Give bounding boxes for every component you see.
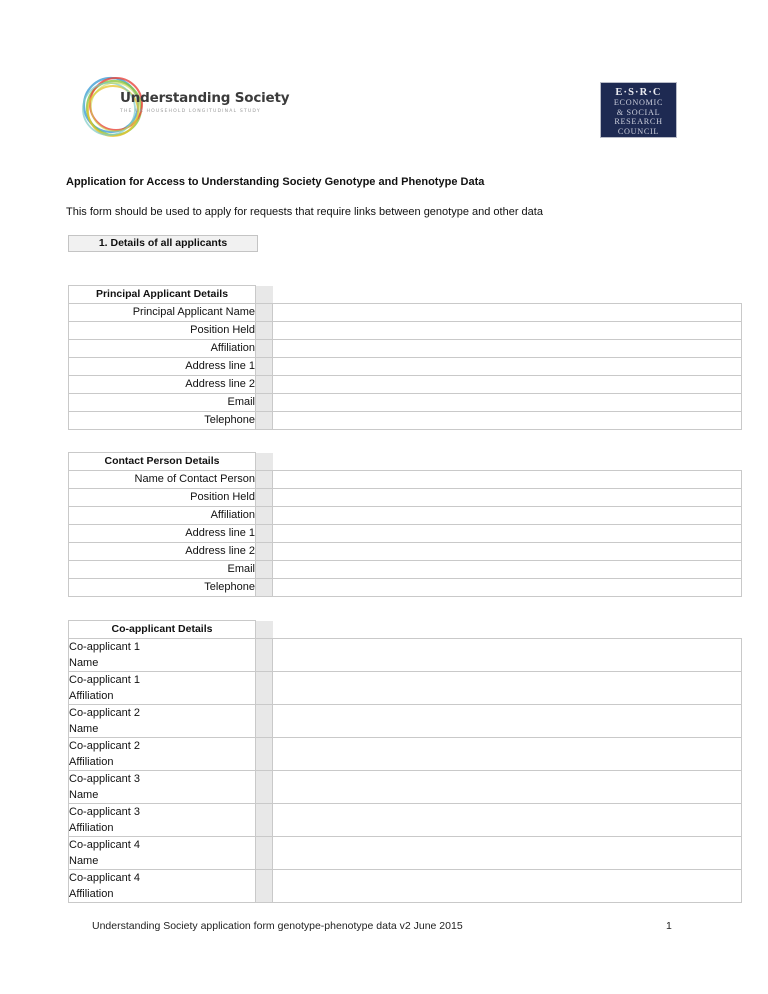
co-applicant-label-line2: Affiliation <box>69 888 114 900</box>
table-row <box>69 672 742 705</box>
header-blank-cell <box>273 453 742 471</box>
row-spacer-cell <box>256 304 273 322</box>
co-applicant-label-line1: Co-applicant 1 <box>69 641 140 653</box>
esrc-word-research: RESEARCH <box>614 117 663 126</box>
field-input-co-applicant-2-name[interactable] <box>273 705 742 738</box>
table-row <box>69 304 742 322</box>
field-label-address-line-1: Address line 1 <box>69 358 256 376</box>
page-title: Application for Access to Understanding Society Genotype and Phenotype Data <box>66 176 485 188</box>
table-row <box>69 525 742 543</box>
field-label-affiliation: Affiliation <box>69 340 256 358</box>
co-applicant-label-line2: Name <box>69 657 99 669</box>
co-applicant-table <box>68 620 742 903</box>
field-label-co-applicant-3-affiliation <box>69 804 256 837</box>
row-spacer-cell <box>256 672 273 705</box>
table-row <box>69 804 742 837</box>
table-row <box>69 394 742 412</box>
table-row <box>69 489 742 507</box>
field-input-address-line-1[interactable] <box>273 358 742 376</box>
field-input-contact-telephone[interactable] <box>273 579 742 597</box>
field-input-co-applicant-1-name[interactable] <box>273 639 742 672</box>
field-label-name-of-contact-person: Name of Contact Person <box>69 471 256 489</box>
field-input-position-held[interactable] <box>273 322 742 340</box>
header-spacer-cell <box>256 286 273 304</box>
table-row <box>69 738 742 771</box>
field-input-co-applicant-3-name[interactable] <box>273 771 742 804</box>
co-applicant-label-line2: Affiliation <box>69 822 114 834</box>
row-spacer-cell <box>256 543 273 561</box>
co-applicant-label-line2: Affiliation <box>69 690 114 702</box>
field-label-telephone: Telephone <box>69 412 256 430</box>
footer-document-reference: Understanding Society application form genotype-phenotype data v2 June 2015 <box>92 920 463 932</box>
esrc-word-social: & SOCIAL <box>616 107 661 117</box>
esrc-logo <box>600 82 677 138</box>
field-label-contact-address-line-1: Address line 1 <box>69 525 256 543</box>
esrc-word-economic: ECONOMIC <box>613 98 664 107</box>
field-label-co-applicant-1-affiliation <box>69 672 256 705</box>
field-input-co-applicant-2-affiliation[interactable] <box>273 738 742 771</box>
field-input-affiliation[interactable] <box>273 340 742 358</box>
understanding-society-title: Understanding Society <box>120 90 290 106</box>
field-input-name-of-contact-person[interactable] <box>273 471 742 489</box>
row-spacer-cell <box>256 322 273 340</box>
table-row <box>69 705 742 738</box>
field-label-co-applicant-2-affiliation <box>69 738 256 771</box>
page-intro-text: This form should be used to apply for requests that require links between genotype and other data <box>66 206 543 218</box>
row-spacer-cell <box>256 870 273 903</box>
principal-applicant-table-header: Principal Applicant Details <box>69 286 256 304</box>
field-label-co-applicant-2-name <box>69 705 256 738</box>
understanding-society-subtitle: THE UK HOUSEHOLD LONGITUDINAL STUDY <box>120 109 261 114</box>
table-header-row <box>69 621 742 639</box>
co-applicant-table-body <box>69 621 742 903</box>
header-blank-cell <box>273 621 742 639</box>
row-spacer-cell <box>256 771 273 804</box>
contact-person-table <box>68 452 742 597</box>
co-applicant-label-line1: Co-applicant 2 <box>69 707 140 719</box>
field-label-co-applicant-4-name <box>69 837 256 870</box>
field-input-contact-email[interactable] <box>273 561 742 579</box>
table-header-row <box>69 286 742 304</box>
co-applicant-table-header: Co-applicant Details <box>69 621 256 639</box>
co-applicant-label-line1: Co-applicant 3 <box>69 806 140 818</box>
row-spacer-cell <box>256 507 273 525</box>
understanding-society-logo <box>78 74 290 144</box>
row-spacer-cell <box>256 340 273 358</box>
co-applicant-label-line2: Name <box>69 723 99 735</box>
table-row <box>69 358 742 376</box>
field-label-co-applicant-4-affiliation <box>69 870 256 903</box>
table-row <box>69 837 742 870</box>
row-spacer-cell <box>256 738 273 771</box>
row-spacer-cell <box>256 525 273 543</box>
field-input-co-applicant-4-name[interactable] <box>273 837 742 870</box>
field-label-contact-telephone: Telephone <box>69 579 256 597</box>
co-applicant-label-line1: Co-applicant 4 <box>69 872 140 884</box>
co-applicant-label-line1: Co-applicant 3 <box>69 773 140 785</box>
co-applicant-label-line2: Name <box>69 789 99 801</box>
co-applicant-label-line1: Co-applicant 4 <box>69 839 140 851</box>
understanding-society-wordmark <box>120 90 290 114</box>
field-label-contact-affiliation: Affiliation <box>69 507 256 525</box>
row-spacer-cell <box>256 471 273 489</box>
table-row <box>69 376 742 394</box>
footer-page-number: 1 <box>666 920 672 932</box>
field-label-co-applicant-3-name <box>69 771 256 804</box>
page-footer <box>0 920 768 936</box>
field-input-telephone[interactable] <box>273 412 742 430</box>
table-row <box>69 340 742 358</box>
row-spacer-cell <box>256 489 273 507</box>
field-input-email[interactable] <box>273 394 742 412</box>
row-spacer-cell <box>256 394 273 412</box>
co-applicant-label-line2: Affiliation <box>69 756 114 768</box>
contact-person-table-body <box>69 453 742 597</box>
field-input-principal-applicant-name[interactable] <box>273 304 742 322</box>
field-label-email: Email <box>69 394 256 412</box>
row-spacer-cell <box>256 639 273 672</box>
contact-person-table-header: Contact Person Details <box>69 453 256 471</box>
header-blank-cell <box>273 286 742 304</box>
field-input-co-applicant-4-affiliation[interactable] <box>273 870 742 903</box>
field-label-co-applicant-1-name <box>69 639 256 672</box>
table-row <box>69 561 742 579</box>
row-spacer-cell <box>256 804 273 837</box>
row-spacer-cell <box>256 358 273 376</box>
table-row <box>69 870 742 903</box>
table-row <box>69 543 742 561</box>
row-spacer-cell <box>256 376 273 394</box>
co-applicant-label-line1: Co-applicant 1 <box>69 674 140 686</box>
field-label-address-line-2: Address line 2 <box>69 376 256 394</box>
row-spacer-cell <box>256 412 273 430</box>
esrc-word-council: COUNCIL <box>617 126 660 136</box>
row-spacer-cell <box>256 837 273 870</box>
table-row <box>69 507 742 525</box>
table-row <box>69 771 742 804</box>
esrc-acronym: E·S·R·C <box>615 87 662 98</box>
principal-applicant-table <box>68 285 742 430</box>
field-input-contact-affiliation[interactable] <box>273 507 742 525</box>
row-spacer-cell <box>256 561 273 579</box>
field-label-contact-position-held: Position Held <box>69 489 256 507</box>
field-label-contact-address-line-2: Address line 2 <box>69 543 256 561</box>
table-row <box>69 412 742 430</box>
co-applicant-label-line2: Name <box>69 855 99 867</box>
co-applicant-label-line1: Co-applicant 2 <box>69 740 140 752</box>
field-input-contact-address-line-2[interactable] <box>273 543 742 561</box>
field-input-address-line-2[interactable] <box>273 376 742 394</box>
table-row <box>69 639 742 672</box>
field-input-co-applicant-3-affiliation[interactable] <box>273 804 742 837</box>
section-heading-details-of-all-applicants: 1. Details of all applicants <box>68 235 258 252</box>
field-input-contact-address-line-1[interactable] <box>273 525 742 543</box>
row-spacer-cell <box>256 705 273 738</box>
row-spacer-cell <box>256 579 273 597</box>
field-label-principal-applicant-name: Principal Applicant Name <box>69 304 256 322</box>
principal-applicant-table-body <box>69 286 742 430</box>
field-label-contact-email: Email <box>69 561 256 579</box>
field-input-contact-position-held[interactable] <box>273 489 742 507</box>
header-spacer-cell <box>256 453 273 471</box>
table-header-row <box>69 453 742 471</box>
table-row <box>69 471 742 489</box>
field-input-co-applicant-1-affiliation[interactable] <box>273 672 742 705</box>
field-label-position-held: Position Held <box>69 322 256 340</box>
header-spacer-cell <box>256 621 273 639</box>
table-row <box>69 579 742 597</box>
logo-row <box>0 72 768 148</box>
table-row <box>69 322 742 340</box>
